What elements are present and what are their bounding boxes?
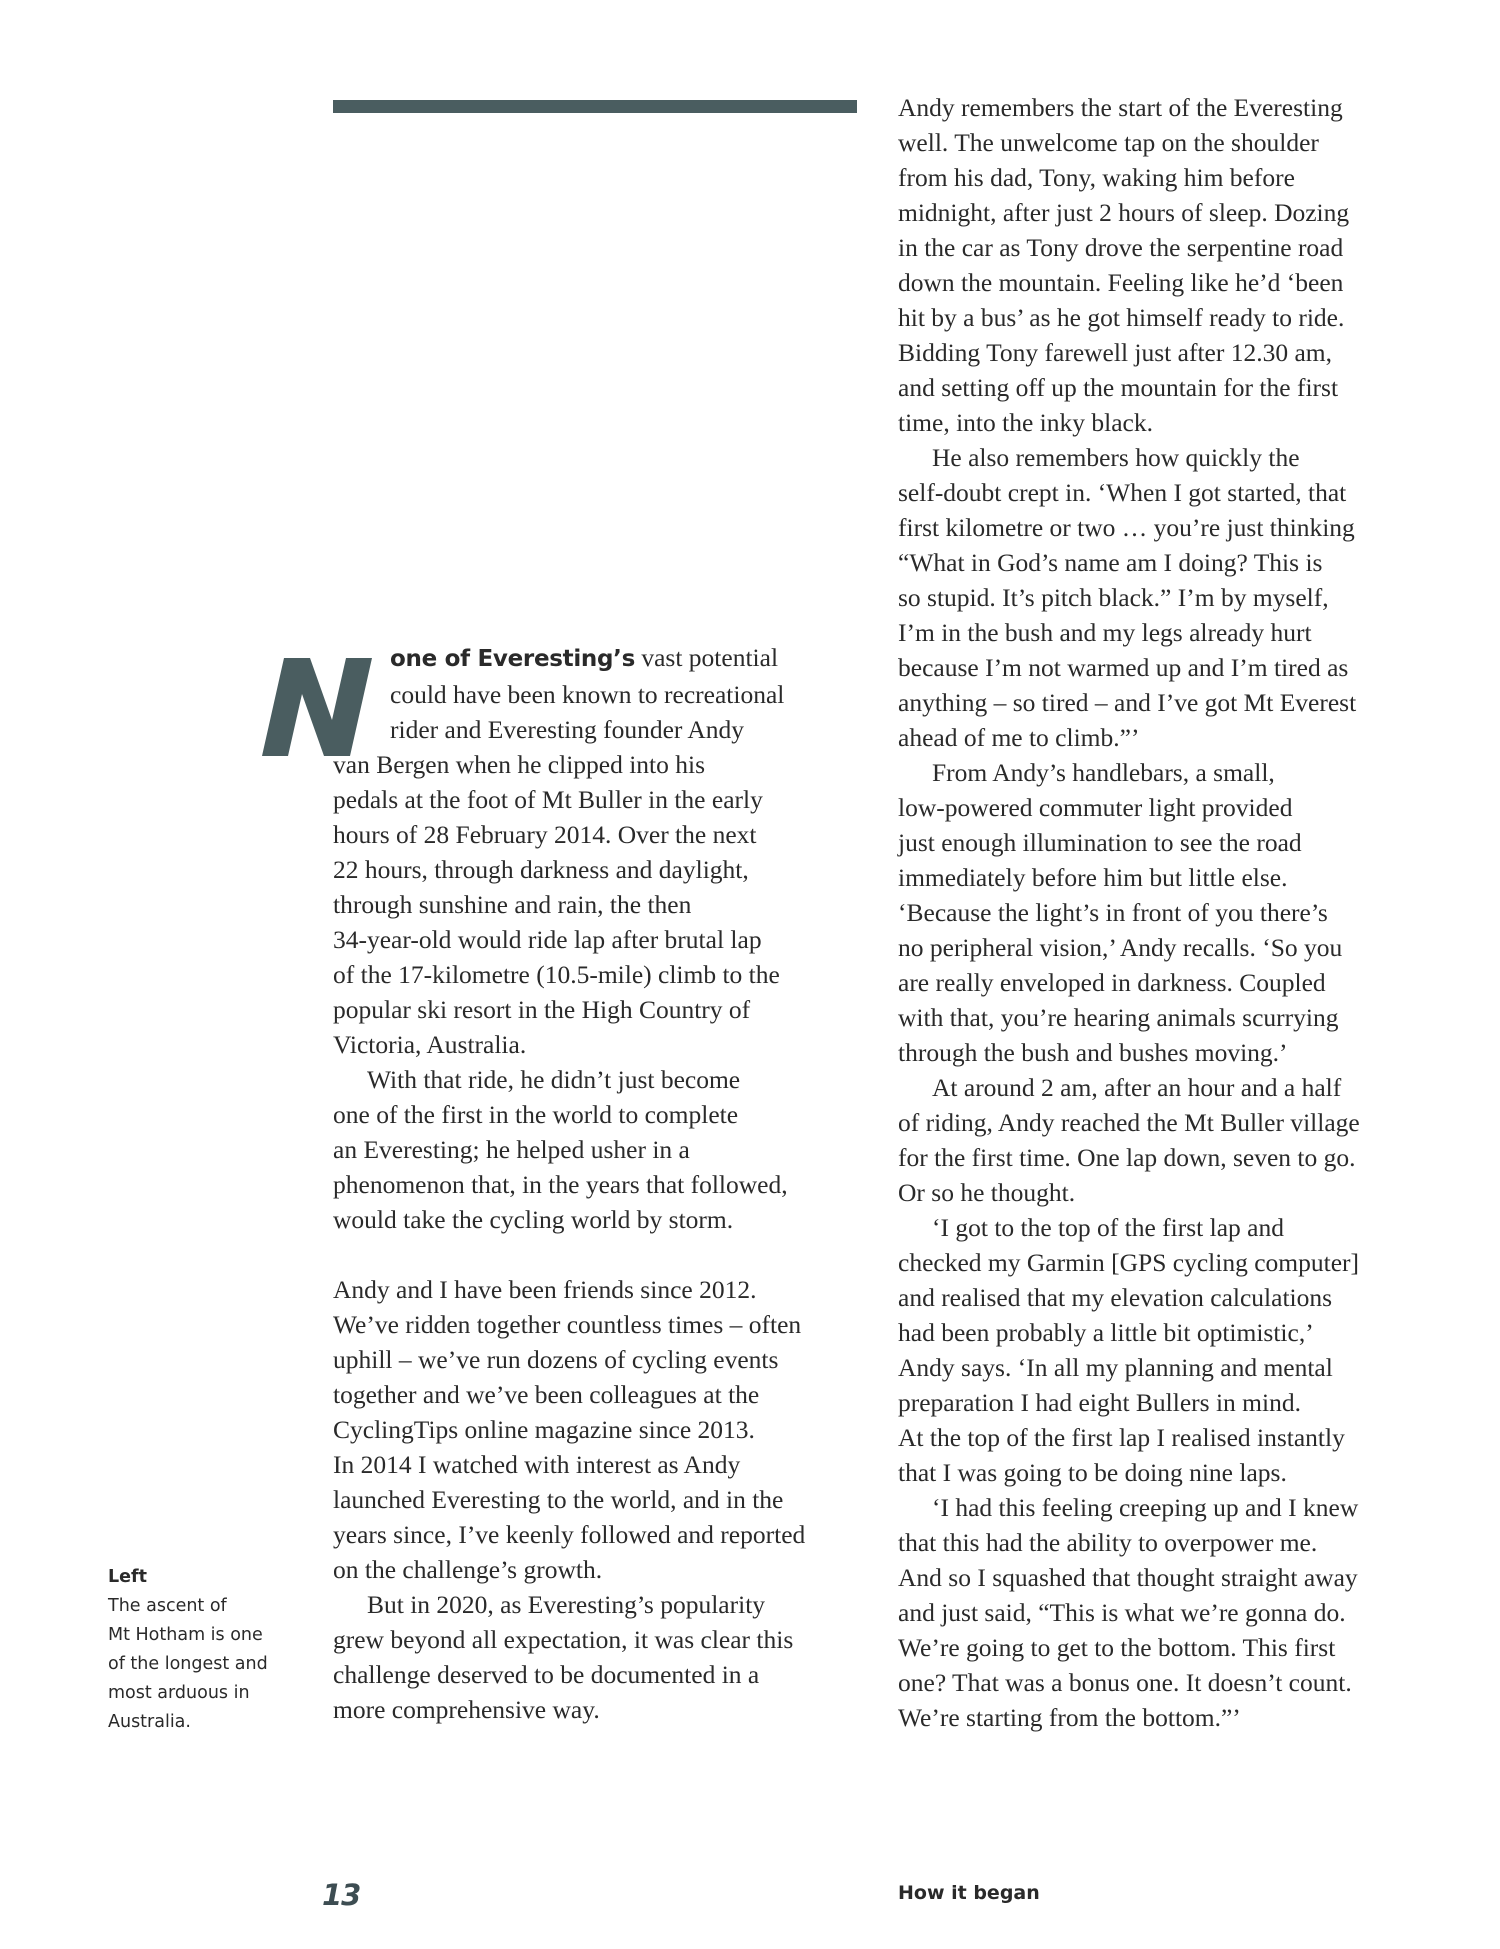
text-line: checked my Garmin [GPS cycling computer] xyxy=(898,1248,1359,1277)
text-line: together and we’ve been colleagues at the xyxy=(333,1380,760,1409)
text-line: Andy remembers the start of the Everesting xyxy=(898,93,1343,122)
paragraph-start-line: From Andy’s handlebars, a small, xyxy=(932,758,1275,787)
text-line: that this had the ability to overpower me. xyxy=(898,1528,1318,1557)
text-line: an Everesting; he helped usher in a xyxy=(333,1135,690,1164)
text-line: time, into the inky black. xyxy=(898,408,1153,437)
text-line: through sunshine and rain, the then xyxy=(333,890,692,919)
text-line: Andy and I have been friends since 2012. xyxy=(333,1275,757,1304)
text-line: for the first time. One lap down, seven to go. xyxy=(898,1143,1356,1172)
paragraph-start-line: With that ride, he didn’t just become xyxy=(367,1065,741,1094)
text-line: one of the first in the world to complete xyxy=(333,1100,739,1129)
text-line: are really enveloped in darkness. Coupled xyxy=(898,968,1326,997)
text-line: had been probably a little bit optimistic,’ xyxy=(898,1318,1314,1347)
text-line: and just said, “This is what we’re gonna do. xyxy=(898,1598,1346,1627)
text-line: could have been known to recreational xyxy=(390,680,785,709)
text-line: In 2014 I watched with interest as Andy xyxy=(333,1450,741,1479)
text-line: down the mountain. Feeling like he’d ‘been xyxy=(898,268,1344,297)
text-line: We’re starting from the bottom.”’ xyxy=(898,1703,1241,1732)
paragraph-start-line: ‘I had this feeling creeping up and I knew xyxy=(932,1493,1359,1522)
article-column-left xyxy=(333,640,863,1727)
text-line: Andy says. ‘In all my planning and mental xyxy=(898,1353,1333,1382)
lead-rest-text: vast potential xyxy=(634,643,779,672)
caption-line: of the longest and xyxy=(108,1654,268,1674)
running-head: How it began xyxy=(898,1882,1040,1904)
text-line: so stupid. It’s pitch black.” I’m by myself, xyxy=(898,583,1329,612)
text-line: and setting off up the mountain for the first xyxy=(898,373,1339,402)
text-line: just enough illumination to see the road xyxy=(898,828,1302,857)
text-line: and realised that my elevation calculations xyxy=(898,1283,1333,1312)
text-line: preparation I had eight Bullers in mind. xyxy=(898,1388,1301,1417)
text-line: We’ve ridden together countless times – often xyxy=(333,1310,802,1339)
text-line: “What in God’s name am I doing? This is xyxy=(898,548,1323,577)
text-line: 22 hours, through darkness and daylight, xyxy=(333,855,749,884)
text-line: CyclingTips online magazine since 2013. xyxy=(333,1415,755,1444)
text-line: that I was going to be doing nine laps. xyxy=(898,1458,1287,1487)
text-line: years since, I’ve keenly followed and reported xyxy=(333,1520,806,1549)
text-line: one? That was a bonus one. It doesn’t count. xyxy=(898,1668,1352,1697)
text-line: We’re going to get to the bottom. This first xyxy=(898,1633,1336,1662)
text-line: 34-year-old would ride lap after brutal lap xyxy=(333,925,762,954)
text-line: challenge deserved to be documented in a xyxy=(333,1660,760,1689)
text-line: pedals at the foot of Mt Buller in the early xyxy=(333,785,763,814)
paragraph-start-line: At around 2 am, after an hour and a half xyxy=(932,1073,1342,1102)
lead-bold-text: one of Everesting’s xyxy=(390,646,635,672)
paragraph-gap xyxy=(333,1237,863,1272)
text-line: And so I squashed that thought straight away xyxy=(898,1563,1358,1592)
text-line: Bidding Tony farewell just after 12.30 am, xyxy=(898,338,1332,367)
text-line: ahead of me to climb.”’ xyxy=(898,723,1140,752)
text-line: uphill – we’ve run dozens of cycling events xyxy=(333,1345,779,1374)
caption-title: Left xyxy=(108,1567,147,1587)
text-line: grew beyond all expectation, it was clear this xyxy=(333,1625,794,1654)
text-line: launched Everesting to the world, and in the xyxy=(333,1485,784,1514)
text-line: because I’m not warmed up and I’m tired as xyxy=(898,653,1349,682)
text-line: ‘Because the light’s in front of you there’s xyxy=(898,898,1328,927)
page-number: 13 xyxy=(322,1878,361,1912)
text-line: of riding, Andy reached the Mt Buller village xyxy=(898,1108,1360,1137)
text-line: phenomenon that, in the years that followed, xyxy=(333,1170,788,1199)
text-line: hit by a bus’ as he got himself ready to ride. xyxy=(898,303,1345,332)
caption-line: Australia. xyxy=(108,1712,191,1732)
text-line: no peripheral vision,’ Andy recalls. ‘So you xyxy=(898,933,1343,962)
article-column-right xyxy=(898,90,1428,1735)
text-line: van Bergen when he clipped into his xyxy=(333,750,706,779)
text-line: I’m in the bush and my legs already hurt xyxy=(898,618,1312,647)
text-line: on the challenge’s growth. xyxy=(333,1555,603,1584)
text-line: first kilometre or two … you’re just thinking xyxy=(898,513,1355,542)
caption-line: The ascent of xyxy=(108,1596,227,1616)
text-line: immediately before him but little else. xyxy=(898,863,1288,892)
text-line: Or so he thought. xyxy=(898,1178,1076,1207)
decorative-rule-bar xyxy=(333,100,857,113)
text-line: well. The unwelcome tap on the shoulder xyxy=(898,128,1319,157)
text-line: Victoria, Australia. xyxy=(333,1030,527,1059)
text-line: anything – so tired – and I’ve got Mt Everest xyxy=(898,688,1357,717)
paragraph-start-line: But in 2020, as Everesting’s popularity xyxy=(367,1590,766,1619)
text-line: self-doubt crept in. ‘When I got started, that xyxy=(898,478,1347,507)
text-line: through the bush and bushes moving.’ xyxy=(898,1038,1288,1067)
paragraph-start-line: ‘I got to the top of the first lap and xyxy=(932,1213,1284,1242)
caption-line: most arduous in xyxy=(108,1683,250,1703)
text-line: with that, you’re hearing animals scurrying xyxy=(898,1003,1339,1032)
paragraph-start-line: He also remembers how quickly the xyxy=(932,443,1300,472)
text-line: would take the cycling world by storm. xyxy=(333,1205,734,1234)
caption-line: Mt Hotham is one xyxy=(108,1625,263,1645)
lead-line xyxy=(333,640,863,677)
text-line: of the 17-kilometre (10.5-mile) climb to the xyxy=(333,960,780,989)
text-line: popular ski resort in the High Country of xyxy=(333,995,751,1024)
text-line: more comprehensive way. xyxy=(333,1695,600,1724)
text-line: in the car as Tony drove the serpentine road xyxy=(898,233,1344,262)
text-line: low-powered commuter light provided xyxy=(898,793,1293,822)
photo-caption xyxy=(108,1563,298,1737)
text-line: At the top of the first lap I realised instantly xyxy=(898,1423,1345,1452)
text-line: midnight, after just 2 hours of sleep. Dozing xyxy=(898,198,1350,227)
text-line: rider and Everesting founder Andy xyxy=(390,715,745,744)
text-line: from his dad, Tony, waking him before xyxy=(898,163,1295,192)
text-line: hours of 28 February 2014. Over the next xyxy=(333,820,757,849)
